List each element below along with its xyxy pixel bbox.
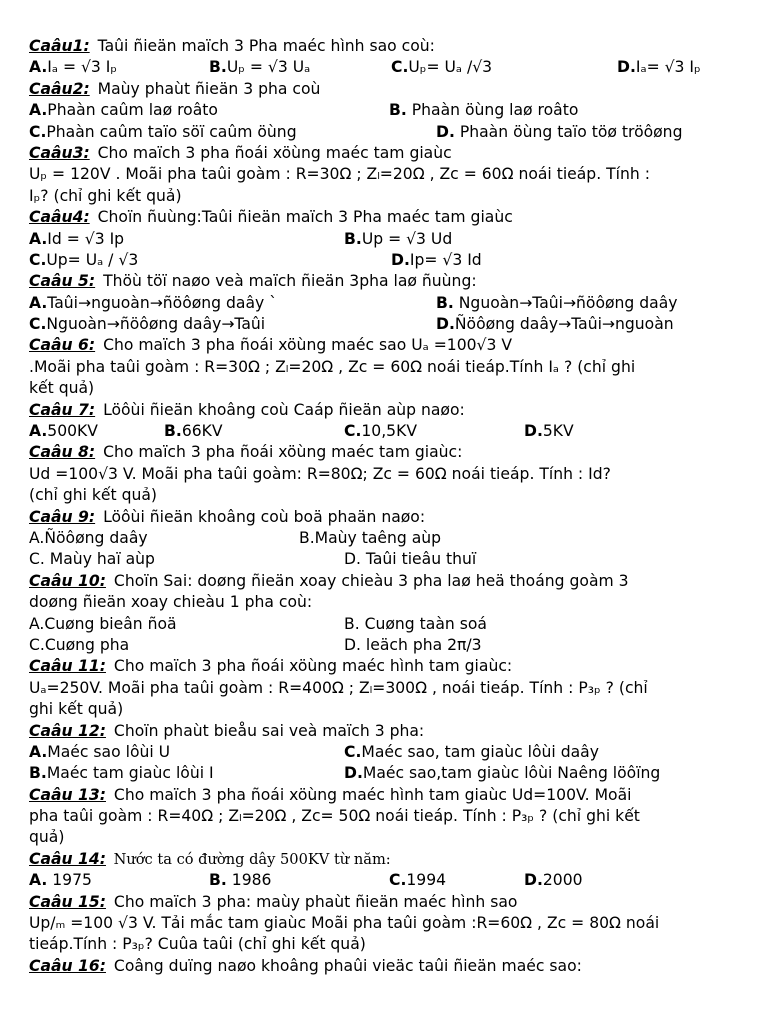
question-body: kết quả) [29,379,95,398]
option-b: B. Phaàn öùng laø roâto [389,101,579,120]
question-10: Caâu 10: Choïn Sai: doøng ñieän xoay chieàu 3 pha laø heä thoáng goàm 3 [29,571,629,590]
option-c: C.Phaàn caûm taïo söï caûm öùng [29,122,297,141]
quiz-document [29,36,739,977]
question-body: pha taûi goàm : R=40Ω ; Zₗ=20Ω , Zc= 50Ω noái tieáp. Tính : P₃ₚ ? (chỉ ghi kết [29,807,640,826]
options-row [29,229,739,250]
options-row [29,549,739,570]
option-d: D. Taûi tieâu thuï [344,550,477,569]
option-b: B.Maéc tam giaùc lôùi I [29,764,214,783]
options-row [29,421,739,442]
question-1: Caâu1: Taûi ñieän maïch 3 Pha maéc hình sao coù: [29,37,435,55]
option-d: D.Maéc sao,tam giaùc lôùi Naêng löôïng [344,764,661,783]
option-d: D.Ñöôøng daây→Taûi→nguoàn [436,315,674,334]
option-c: C.Up= Uₐ / √3 [29,250,139,269]
options-row [29,742,739,763]
question-14: Caâu 14: Nước ta có đường dây 500KV từ năm: [29,849,391,868]
question-13: Caâu 13: Cho maïch 3 pha ñoái xöùng maéc hình tam giaùc Ud=100V. Moãi [29,785,632,804]
question-11: Caâu 11: Cho maïch 3 pha ñoái xöùng maéc hình tam giaùc: [29,657,513,676]
option-b: B. Cuøng taàn soá [344,614,487,633]
option-b: B.Maùy taêng aùp [299,528,442,547]
options-row [29,528,739,549]
question-8: Caâu 8: Cho maïch 3 pha ñoái xöùng maéc tam giaùc: [29,443,463,462]
question-7: Caâu 7: Löôùi ñieän khoâng coù Caáp ñieän aùp naøo: [29,400,465,419]
option-c: C. Maùy haï aùp [29,550,155,569]
option-a: A.500KV [29,422,98,441]
question-body: (chỉ ghi kết quả) [29,486,158,505]
options-row [29,250,739,271]
options-row [29,314,739,335]
option-a: A.Taûi→nguoàn→ñöôøng daây ` [29,293,278,312]
question-body: ghi kết quả) [29,700,124,719]
question-3: Caâu3: Cho maïch 3 pha ñoái xöùng maéc tam giaùc [29,143,452,162]
option-d: D.5KV [524,422,574,441]
option-c: C.1994 [389,871,447,890]
options-row [29,293,739,314]
option-d: D.Ip= √3 Id [391,250,482,269]
option-b: B.Uₚ = √3 Uₐ [209,58,311,77]
options-row [29,870,739,891]
question-16: Caâu 16: Coâng duïng naøo khoâng phaûi vieäc taûi ñieän maéc sao: [29,956,582,975]
option-d: D. leäch pha 2π/3 [344,635,482,654]
question-4: Caâu4: Choïn ñuùng:Taûi ñieän maïch 3 Pha maéc tam giaùc [29,208,513,227]
question-body: Iₚ? (chỉ ghi kết quả) [29,186,182,205]
option-c: C.Uₚ= Uₐ /√3 [391,58,493,77]
option-c: C.Cuøng pha [29,635,130,654]
option-a: A.Maéc sao lôùi U [29,742,171,761]
options-row [29,763,739,784]
option-c: C.Nguoàn→ñöôøng daây→Taûi [29,315,266,334]
options-row [29,57,739,78]
question-body: Uₚ = 120V . Moãi pha taûi goàm : R=30Ω ; Zₗ=20Ω , Zc = 60Ω noái tieáp. Tính : [29,165,650,184]
option-b: B. Nguoàn→Taûi→ñöôøng daây [436,293,678,312]
option-c: C.Maéc sao, tam giaùc lôùi daây [344,742,599,761]
options-row [29,635,739,656]
question-5: Caâu 5: Thöù töï naøo veà maïch ñieän 3pha laø ñuùng: [29,272,477,291]
option-b: B. 1986 [209,871,272,890]
question-body: Uₐ=250V. Moãi pha taûi goàm : R=400Ω ; Zₗ=300Ω , noái tieáp. Tính : P₃ₚ ? (chỉ [29,678,648,697]
question-body: doøng ñieän xoay chieàu 1 pha coù: [29,593,313,612]
question-body: quả) [29,828,65,847]
option-a: A. 1975 [29,871,92,890]
option-a: A.Ñöôøng daây [29,528,148,547]
option-d: D. Phaàn öùng taïo töø tröôøng [436,122,683,141]
option-a: A.Phaàn caûm laø roâto [29,101,218,120]
options-row [29,614,739,635]
options-row [29,122,739,143]
question-6: Caâu 6: Cho maïch 3 pha ñoái xöùng maéc sao Uₐ =100√3 V [29,336,513,355]
question-body: Up/ₘ =100 √3 V. Tải mắc tam giaùc Moãi pha taûi goàm :R=60Ω , Zc = 80Ω noái [29,914,660,933]
option-d: D.2000 [524,871,583,890]
option-c: C.10,5KV [344,422,417,441]
question-15: Caâu 15: Cho maïch 3 pha: maùy phaùt ñieän maéc hình sao [29,892,518,911]
option-a: A.Iₐ = √3 Iₚ [29,58,118,77]
question-body: tieáp.Tính : P₃ₚ? Cuûa taûi (chỉ ghi kết quả) [29,935,366,954]
question-2: Caâu2: Maùy phaùt ñieän 3 pha coù [29,79,321,98]
options-row [29,100,739,121]
option-a: A.Id = √3 Ip [29,229,125,248]
question-body: Ud =100√3 V. Moãi pha taûi goàm: R=80Ω; Zc = 60Ω noái tieáp. Tính : Id? [29,464,611,483]
option-d: D.Iₐ= √3 Iₚ [617,58,701,77]
question-9: Caâu 9: Löôùi ñieän khoâng coù boä phaän naøo: [29,507,426,526]
question-body: .Moãi pha taûi goàm : R=30Ω ; Zₗ=20Ω , Zc = 60Ω noái tieáp.Tính Iₐ ? (chỉ ghi [29,357,636,376]
option-b: B.66KV [164,422,223,441]
option-b: B.Up = √3 Ud [344,229,453,248]
question-12: Caâu 12: Choïn phaùt bieåu sai veà maïch 3 pha: [29,721,425,740]
option-a: A.Cuøng bieân ñoä [29,614,177,633]
